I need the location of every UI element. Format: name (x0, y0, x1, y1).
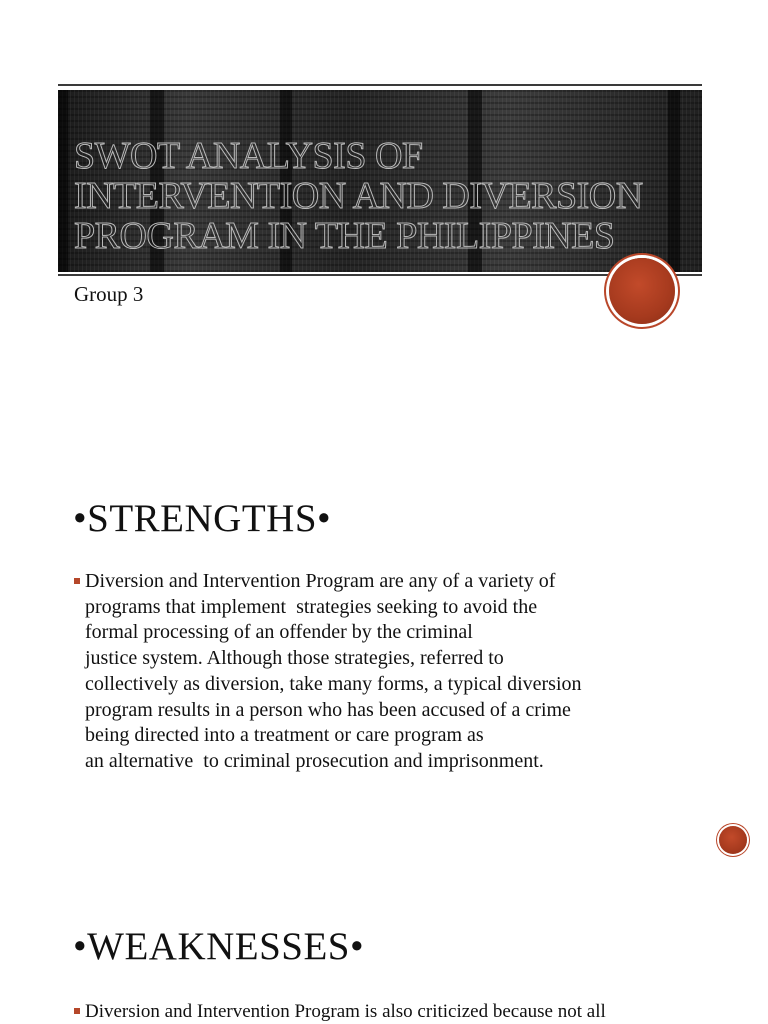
paragraph-line: being directed into a treatment or care program as (85, 724, 484, 747)
title-banner (58, 84, 702, 278)
banner-bottom-rule (58, 274, 702, 276)
paragraph-line: justice system. Although those strategies, referred to (85, 647, 504, 670)
weaknesses-bullet-paragraph (74, 999, 714, 1024)
banner-stripe (58, 90, 68, 272)
weaknesses-heading: •WEAKNESSES• (73, 925, 365, 968)
strengths-bullet-paragraph (74, 569, 714, 775)
slide-subtitle: Group 3 (74, 282, 144, 306)
slide-title: SWOT ANALYSIS OF INTERVENTION AND DIVERSION PROGRAM IN THE PHILIPPINES (74, 135, 643, 257)
decorative-circle-icon (719, 826, 747, 854)
paragraph-line: formal processing of an offender by the criminal (85, 621, 473, 644)
paragraph-line: Diversion and Intervention Program are any of a variety of (85, 570, 556, 592)
banner-texture (58, 90, 702, 272)
paragraph-line: Diversion and Intervention Program is also criticized because not all (85, 1001, 606, 1022)
strengths-heading: •STRENGTHS• (73, 497, 332, 540)
banner-top-rule (58, 84, 702, 86)
decorative-circle-icon (609, 258, 675, 324)
paragraph-line: programs that implement strategies seeking to avoid the (85, 595, 538, 618)
paragraph-line: collectively as diversion, take many forms, a typical diversion (85, 672, 582, 695)
square-bullet-icon (74, 1008, 80, 1014)
square-bullet-icon (74, 578, 80, 584)
paragraph-line: program results in a person who has been accused of a crime (85, 698, 571, 721)
paragraph-line: an alternative to criminal prosecution and imprisonment. (85, 749, 544, 772)
